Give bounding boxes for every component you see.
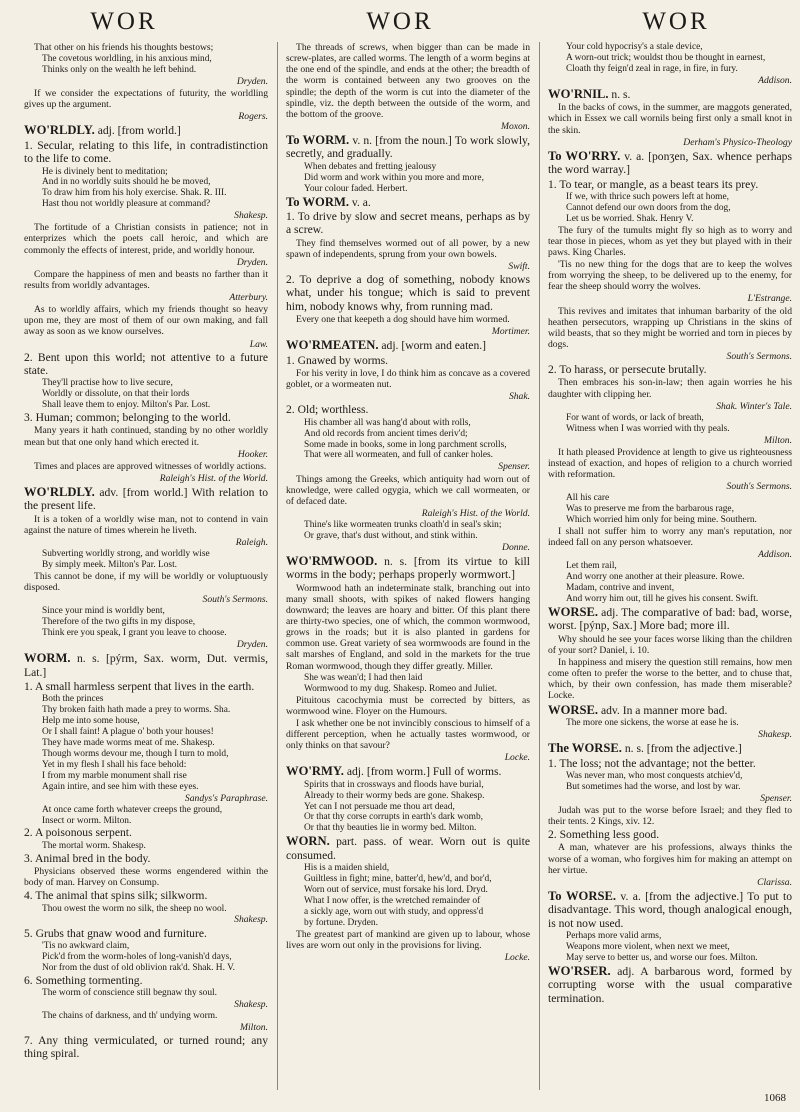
quotation: I ask whether one be not invincibly conscious to himself of a different perception, when he actually tastes wormwood, or only thinks on that savour? (286, 717, 530, 752)
citation-source: South's Sermons. (726, 351, 792, 363)
entry-sense (24, 411, 268, 424)
quotation: The fury of the tumults might fly so high as to worry and tear those in pieces, whom as yet they but played with in their paws. King Charles. (548, 224, 792, 258)
verse-line: Though worms devour me, though I turn to mold, (42, 748, 229, 759)
quotation: For his verity in love, I do think him as concave as a covered goblet, or a wormeaten nut. (286, 368, 530, 391)
entry-headword (548, 741, 792, 755)
entry-sense (286, 273, 530, 313)
entry-headword (286, 834, 530, 862)
definition-text: adv. In a manner more bad. (598, 703, 728, 717)
headword: WO'RLDLY. (24, 485, 95, 500)
entry-sense (286, 210, 530, 237)
citation-source: Hooker. (237, 448, 268, 460)
verse-line: Worn out of service, must forsake his lord. Dryd. (304, 884, 488, 895)
verse-line: Yet can I not persuade me thou art dead, (304, 801, 455, 812)
verse-line: Cannot defend our own doors from the dog, (566, 202, 731, 213)
citation-source: Shakesp. (758, 728, 792, 740)
definition-text: 7. Any thing vermiculated, or turned round; any thing spiral. (24, 1034, 268, 1061)
citation-source: Moxon. (500, 120, 530, 132)
quotation: They find themselves wormed out of all power, by a new spawn of independents, sprung from your own bowels. (286, 237, 530, 260)
verse-line: Or that thy corse corrupts in earth's dark womb, (304, 812, 483, 823)
column-1 (24, 42, 268, 1090)
quotation: In the backs of cows, in the summer, are maggots generated, which in Essex we call wornils being first only a small knot in the skin. (548, 102, 792, 136)
verse-line: Think ere you speak, I grant you leave to choose. (42, 628, 227, 639)
verse-line: Subverting worldly strong, and worldly wise (42, 549, 210, 560)
citation-source: South's Sermons. (726, 481, 792, 493)
quotation: Many years it hath continued, standing by no other worldly mean but that one only hand which erected it. (24, 425, 268, 448)
verse-line: By simply meek. Milton's Par. Lost. (42, 560, 178, 571)
entry-headword (548, 703, 792, 717)
definition-text: n. s. [from its virtue to kill worms in the body; perhaps properly wormwort.] (286, 554, 530, 582)
citation-source: Shakesp. (234, 914, 268, 926)
verse-line: Cloath thy feign'd zeal in rage, in fire, in fury. (566, 63, 738, 74)
quotation: In happiness and misery the question still remains, how men come often to prefer the worse to the better, and to chuse that, which, by their own confession, has made them miserable? Locke. (548, 657, 792, 702)
column-2 (286, 42, 530, 1090)
verse-line: And in no worldly suits should he be moved, (42, 177, 211, 188)
running-header (0, 8, 800, 38)
verse-line: I from my marble monument shall rise (42, 770, 187, 781)
verse-line: Already to their wormy beds are gone. Shakesp. (304, 790, 485, 801)
entry-headword (24, 651, 268, 679)
headword: To WORM. (286, 194, 349, 209)
verse-line: And worry one another at their pleasure. Rowe. (566, 572, 745, 583)
entry-sense (24, 1034, 268, 1061)
quotation: Things among the Greeks, which antiquity had worn out of knowledge, were called ogygia, which we call wormeaten, or of defaced date. (286, 473, 530, 507)
entry-sense (286, 403, 530, 416)
entry-sense (548, 757, 792, 770)
verse-line: Was never man, who most conquests atchiev'd, (566, 770, 743, 781)
citation-source: Derham's Physico-Theology (683, 136, 792, 148)
header-center: WOR (366, 8, 434, 35)
definition-text: 1. Gnawed by worms. (286, 353, 389, 367)
citation-source: Shak. Winter's Tale. (716, 400, 792, 412)
verse-line: The worm of conscience still begnaw thy soul. (42, 987, 217, 998)
citation-source: Raleigh's Hist. of the World. (421, 507, 530, 519)
verse-line: Madam, contrive and invent, (566, 583, 675, 594)
headword: To WORM. (286, 133, 350, 147)
citation-source: Rogers. (238, 111, 268, 123)
page-number: 1068 (764, 1092, 786, 1104)
verse-line: Thy broken faith hath made a prey to worms. Sha. (42, 705, 231, 716)
definition-text: n. s. [from the adjective.] (621, 742, 742, 756)
entry-sense (548, 178, 792, 191)
definition-text: adj. A barbarous word, formed by corrupting worse with the usual comparative termination. (548, 964, 792, 1005)
entry-sense (24, 852, 268, 865)
citation-source: Dryden. (236, 75, 268, 87)
entry-headword (548, 605, 792, 633)
headword: WO'RLDLY. (24, 123, 95, 138)
definition-text: v. a. (348, 195, 371, 209)
verse-line: Did worm and work within you more and more, (304, 172, 484, 183)
quotation: The greatest part of mankind are given up to labour, whose lives are worn out only in the provisions for living. (286, 928, 530, 951)
citation-source: Law. (249, 338, 268, 350)
verse-line: Both the princes (42, 694, 104, 705)
definition-text: v. a. [ponʒen, Sax. whence perhaps the word warray.] (548, 149, 792, 177)
definition-text: 4. The animal that spins silk; silkworm. (24, 889, 208, 903)
citation-source: Clarissa. (757, 876, 792, 888)
definition-text: adv. [from world.] With relation to the present life. (24, 486, 268, 513)
headword: To WORSE. (548, 888, 616, 903)
verse-line: Guiltless in fight; mine, batter'd, hew'd, and bor'd, (304, 874, 492, 884)
definition-text: adj. The comparative of bad: bad, worse, worst. [pýnp, Sax.] More bad; more ill. (548, 606, 792, 633)
definition-text: 1. A small harmless serpent that lives in the earth. (24, 680, 255, 694)
verse-line: Thou owest the worm no silk, the sheep no wool. (42, 903, 227, 914)
verse-line: May serve to better us, and worse our foes. Milton. (566, 952, 758, 963)
entry-headword (286, 338, 530, 352)
entry-headword (548, 87, 792, 101)
definition-text: 1. To tear, or mangle, as a beast tears its prey. (548, 177, 759, 191)
definition-text: n. s. (608, 87, 631, 101)
citation-source: Dryden. (236, 639, 268, 651)
quotation: If we consider the expectations of futurity, the worldling gives up the argument. (24, 88, 268, 111)
entry-sense (24, 889, 268, 902)
citation-source: Mortimer. (491, 326, 530, 338)
entry-sense (286, 354, 530, 367)
verse-line: To draw him from his holy exercise. Shak. R. III. (42, 188, 227, 199)
quotation: 'Tis no new thing for the dogs that are to keep the wolves from worrying the sheep, to be delivered up to the enemy, for fear the sheep should worry the wolves. (548, 259, 792, 293)
citation-source: Atterbury. (229, 292, 268, 304)
verse-line: All his care (566, 493, 610, 504)
citation-source: Raleigh. (235, 537, 268, 549)
verse-line: Your cold hypocrisy's a stale device, (566, 42, 703, 52)
definition-text: n. s. [pýrm, Sax. worm, Dut. vermis, Lat.] (24, 652, 268, 679)
verse-line: The mortal worm. Shakesp. (42, 840, 146, 851)
verse-line: His chamber all was hang'd about with rolls, (304, 417, 471, 428)
definition-text: v. n. [from the noun.] To work slowly, secretly, and gradually. (286, 134, 530, 161)
entry-sense (24, 139, 268, 166)
verse-line: Therefore of the two gifts in my dispose, (42, 617, 196, 628)
entry-headword (286, 764, 530, 778)
verse-line: 'Tis no awkward claim, (42, 940, 130, 951)
definition-text: 3. Animal bred in the body. (24, 851, 151, 865)
verse-line: Some made in books, some in long parchment scrolls, (304, 439, 507, 450)
verse-line: But sometimes had the worse, and lost by war. (566, 781, 741, 792)
citation-source: Raleigh's Hist. of the World. (159, 472, 268, 484)
verse-line: She was wean'd; I had then laid (304, 672, 423, 683)
citation-source: Addison. (758, 549, 792, 561)
verse-line: Worldly or dissolute, on that their lords (42, 389, 190, 400)
definition-text: 2. To deprive a dog of something, nobody knows what, under his tongue; which is said to prevent him, nobody knows why, from running mad. (286, 273, 530, 313)
definition-text: 1. To drive by slow and secret means, perhaps as by a screw. (286, 209, 530, 237)
quotation: Compare the happiness of men and beasts no farther than it results from worldly advantages. (24, 268, 268, 291)
entry-headword (548, 964, 792, 1005)
verse-line: And old records from ancient times deriv'd; (304, 428, 468, 439)
entry-sense (24, 680, 268, 693)
column-3 (548, 42, 792, 1090)
verse-line: Weapons more violent, when next we meet, (566, 941, 730, 952)
headword: To WO'RRY. (548, 148, 621, 163)
verse-line: Thine's like wormeaten trunks cloath'd in seal's skin; (304, 520, 502, 530)
verse-line: Nor from the dust of old oblivion rak'd. Shak. H. V. (42, 962, 235, 973)
citation-source: Sandys's Paraphrase. (184, 792, 268, 804)
quotation: I shall not suffer him to worry any man's reputation, nor indeed fall on any person whatsoever. (548, 526, 792, 549)
entry-sense (548, 363, 792, 376)
verse-line: Let us be worried. Shak. Henry V. (566, 213, 694, 224)
entry-headword (548, 889, 792, 930)
verse-line: a sickly age, worn out with study, and oppress'd (304, 906, 484, 917)
verse-line: Perhaps more valid arms, (566, 931, 662, 941)
verse-line: Witness when I was worried with thy peals. (566, 423, 730, 434)
citation-source: Spenser. (498, 461, 530, 473)
definition-text: 2. To harass, or persecute brutally. (548, 363, 707, 377)
citation-source: Dryden. (236, 256, 268, 268)
citation-source: Locke. (504, 752, 530, 764)
verse-line: And worry him out, till he gives his consent. Swift. (566, 594, 759, 605)
entry-headword (286, 133, 530, 161)
definition-text: 5. Grubs that gnaw wood and furniture. (24, 926, 207, 940)
verse-line: At once came forth whatever creeps the ground, (42, 804, 223, 815)
quotation: Pituitous cacochymia must be corrected by bitters, as wormwood wine. Floyer on the Humours. (286, 694, 530, 717)
headword: WO'RMWOOD. (286, 553, 378, 568)
verse-line: Let them rail, (566, 561, 617, 572)
definition-text: v. a. [from the adjective.] To put to disadvantage. This word, though analogical enough, is not now used. (548, 889, 792, 930)
verse-line: Or that thy beauties lie in wormy bed. Milton. (304, 823, 477, 834)
quotation: This cannot be done, if my will be worldly or voluptuously disposed. (24, 571, 268, 594)
entry-headword (286, 195, 530, 209)
verse-line: Help me into some house, (42, 716, 140, 727)
headword: WO'RMEATEN. (286, 338, 379, 353)
citation-source: Shakesp. (234, 998, 268, 1010)
entry-headword (548, 149, 792, 177)
verse-line: That were all wormeaten, and full of canker holes. (304, 450, 493, 461)
definition-text: 2. Something less good. (548, 828, 660, 842)
citation-source: Donne. (502, 541, 530, 553)
quotation: The threads of screws, when bigger than can be made in screw-plates, are called worms. The length of a worm begins at the one end of the spindle, and ends at the other; the breadth of the worm is contained between any two grooves on the spindle; the depth of the worm is cut into the diameter of the spindle, viz. the depth between the outside of the worm, and the bottom of the groove. (286, 42, 530, 120)
headword: WO'RNIL. (548, 86, 609, 101)
quotation: Physicians observed these worms engendered within the body of man. Harvey on Consump. (24, 866, 268, 889)
verse-line: Wormwood to my dug. Shakesp. Romeo and Juliet. (304, 683, 497, 694)
definition-text: part. pass. of wear. Worn out is quite consumed. (286, 835, 530, 862)
entry-headword (24, 123, 268, 137)
verse-line: Was to preserve me from the barbarous rage, (566, 504, 734, 515)
verse-line: For want of words, or lack of breath, (566, 412, 704, 423)
verse-line: Hast thou not worldly pleasure at command? (42, 199, 211, 210)
verse-line: The more one sickens, the worse at ease he is. (566, 718, 739, 729)
verse-line: by fortune. Dryden. (304, 917, 378, 928)
quotation: Every one that keepeth a dog should have him wormed. (296, 314, 510, 325)
entry-headword (24, 485, 268, 513)
headword: WO'RMY. (286, 764, 344, 779)
entry-sense (548, 828, 792, 841)
verse-line: The covetous worldling, in his anxious mind, (42, 54, 212, 65)
quotation: Judah was put to the worse before Israel; and they fled to their tents. 2 Kings, xiv. 12. (548, 804, 792, 827)
definition-text: 2. Bent upon this world; not attentive to a future state. (24, 350, 268, 378)
quotation: Why should he see your faces worse liking than the children of your sort? Daniel, i. 10. (548, 633, 792, 656)
verse-line: Insect or worm. Milton. (42, 815, 132, 826)
quotation: As to worldly affairs, which my friends thought so heavy upon me, they are most of them of our own making, and fall away as soon as we know ourselves. (24, 304, 268, 338)
entry-sense (24, 974, 268, 987)
headword: WORSE. (548, 605, 599, 620)
verse-line: Thinks only on the wealth he left behind. (42, 65, 197, 76)
definition-text: 1. The loss; not the advantage; not the better. (548, 756, 756, 770)
definition-text: adj. [worm and eaten.] (378, 339, 487, 353)
quotation: A man, whatever are his professions, always thinks the worse of a woman, who forgives him for making an attempt on her virtue. (548, 842, 792, 876)
verse-line: He is divinely bent to meditation; (42, 166, 168, 177)
headword: WORM. (24, 651, 71, 666)
entry-headword (286, 554, 530, 582)
headword: WO'RSER. (548, 963, 611, 978)
verse-line: Again intire, and see him with these eyes. (42, 781, 199, 792)
header-right: WOR (642, 8, 710, 35)
entry-sense (24, 826, 268, 839)
verse-line: His is a maiden shield, (304, 863, 390, 874)
quotation: It is a token of a worldly wise man, not to contend in vain against the nature of times wherein he liveth. (24, 513, 268, 536)
citation-source: Spenser. (760, 792, 792, 804)
citation-source: L'Estrange. (747, 293, 792, 305)
verse-line: What I now offer, is the wretched remainder of (304, 895, 481, 906)
quotation: Then embraces his son-in-law; then again worries he his daughter with clipping her. (548, 377, 792, 400)
column-divider (539, 42, 540, 1090)
citation-source: South's Sermons. (202, 594, 268, 606)
headword: WORSE. (548, 702, 599, 717)
verse-line: The chains of darkness, and th' undying worm. (42, 1011, 218, 1022)
citation-source: Milton. (240, 1021, 268, 1033)
definition-text: 2. A poisonous serpent. (24, 826, 132, 840)
verse-line: Your colour faded. Herbert. (304, 183, 408, 194)
definition-text: 3. Human; common; belonging to the world. (24, 411, 231, 425)
verse-line: Shall leave them to enjoy. Milton's Par. Lost. (42, 400, 211, 411)
verse-line: They have made worms meat of me. Shakesp. (42, 737, 215, 748)
quotation: Wormwood hath an indeterminate stalk, branching out into many small shoots, with spikes of naked flowers hanging downward; the leaves are hoary and bitter. Of this plant there are thirty-two species, one of which, the common wormwood, grows in the roads; but it is also planted in gardens for common use. Great variety of sea wormwoods are found in the salt marshes of England, and sold in the markets for the true Roman wormwood, though they differ greatly. Miller. (286, 582, 530, 672)
quotation: This revives and imitates that inhuman barbarity of the old heathen persecutors, wrapping up Christians in the skins of wild beasts, that so they might be worried and torn in pieces by dogs. (548, 305, 792, 350)
verse-line: They'll practise how to live secure, (42, 378, 173, 389)
definition-text: adj. [from world.] (94, 124, 181, 138)
citation-source: Shakesp. (234, 210, 268, 222)
verse-line: Since your mind is worldly bent, (42, 606, 165, 617)
citation-source: Shak. (508, 391, 530, 403)
verse-line: Which worried him only for being mine. Southern. (566, 515, 757, 526)
definition-text: adj. [from worm.] Full of worms. (343, 765, 502, 779)
entry-sense (24, 927, 268, 940)
text-columns (24, 42, 792, 1090)
verse-line: Spirits that in crossways and floods have burial, (304, 779, 484, 790)
citation-source: Milton. (764, 434, 792, 446)
header-left: WOR (90, 8, 158, 35)
verse-line: If we, with thrice such powers left at home, (566, 191, 729, 202)
citation-source: Addison. (758, 74, 792, 86)
definition-text: 2. Old; worthless. (286, 403, 369, 417)
verse-line: Yet in my flesh I shall his face behold: (42, 759, 187, 770)
citation-source: Locke. (504, 951, 530, 963)
definition-text: 6. Something tormenting. (24, 973, 143, 987)
headword: The WORSE. (548, 741, 622, 756)
entry-sense (24, 351, 268, 378)
quotation: The fortitude of a Christian consists in patience; not in enterprizes which the poets call heroic, and which are commonly the effects of interest, pride, and worldly honour. (24, 222, 268, 256)
verse-line: Pick'd from the worm-holes of long-vanish'd days, (42, 951, 232, 962)
verse-line: Or grave, that's dust without, and stink within. (304, 530, 478, 541)
quotation: It hath pleased Providence at length to give us righteousness instead of exaction, and hopes of religion to a church worried with reformation. (548, 446, 792, 481)
definition-text: 1. Secular, relating to this life, in contradistinction to the life to come. (24, 138, 268, 166)
verse-line: Or I shall faint! A plague o' both your houses! (42, 727, 214, 738)
citation-source: Swift. (508, 260, 530, 272)
column-divider (277, 42, 278, 1090)
quotation: That other on his friends his thoughts bestows; (34, 42, 214, 53)
verse-line: A worn-out trick; wouldst thou be thought in earnest, (566, 52, 766, 63)
headword: WORN. (286, 834, 330, 849)
verse-line: When debates and fretting jealousy (304, 161, 437, 172)
quotation: Times and places are approved witnesses of worldly actions. (34, 460, 267, 472)
